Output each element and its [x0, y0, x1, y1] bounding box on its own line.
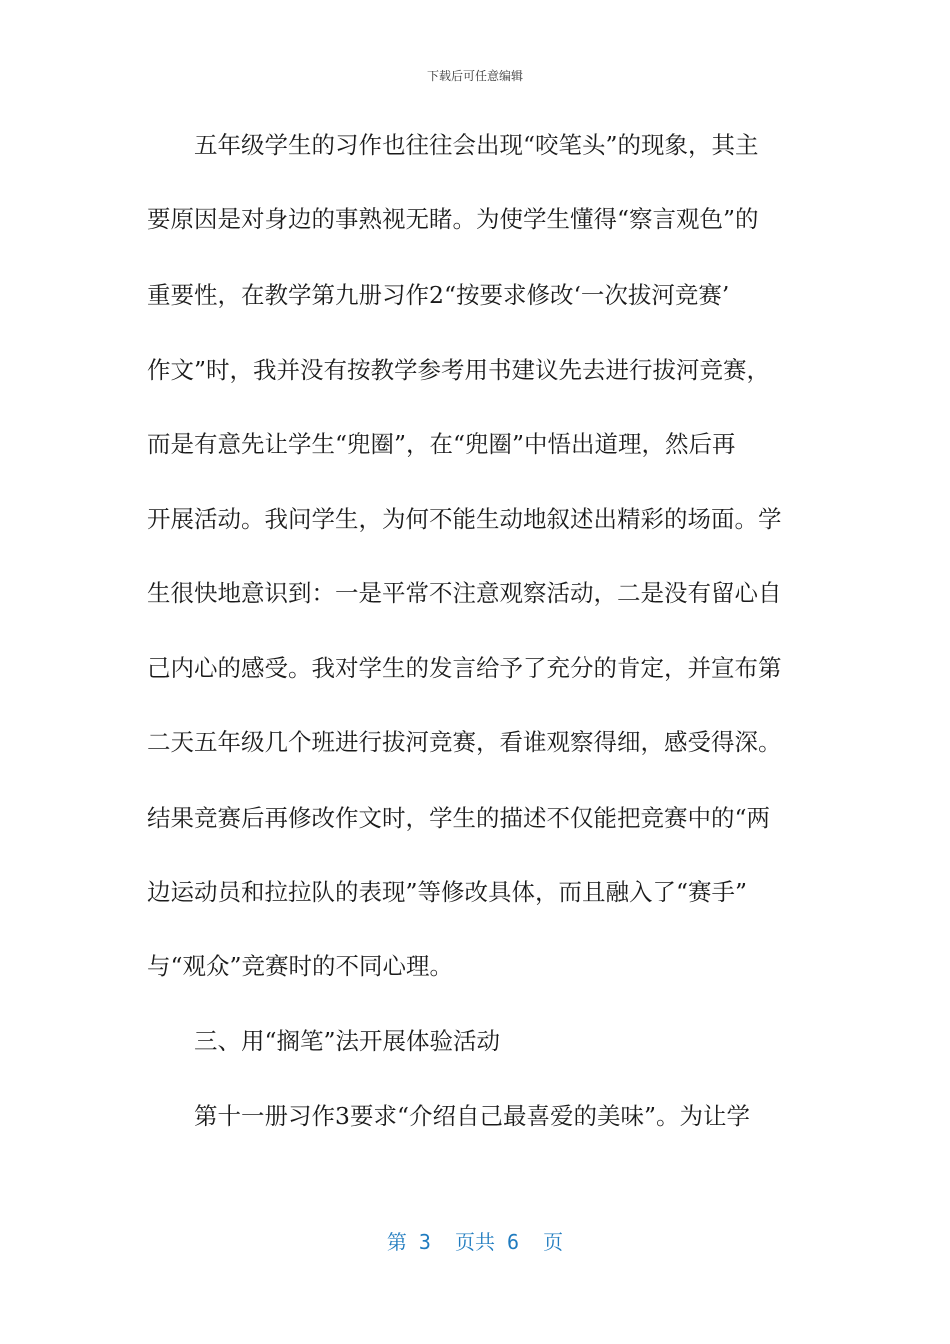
text-line: 五年级学生的习作也往往会出现“咬笔头”的现象，其主 — [147, 131, 759, 159]
text-line: 结果竞赛后再修改作文时，学生的描述不仅能把竞赛中的“两 — [147, 804, 771, 832]
text-line: 开展活动。我问学生，为何不能生动地叙述出精彩的场面。学 — [147, 505, 782, 533]
text-line: 与“观众”竞赛时的不同心理。 — [147, 952, 454, 980]
text-line: 而是有意先让学生“兜圈”，在“兜圈”中悟出道理，然后再 — [147, 430, 736, 458]
text-line: 生很快地意识到：一是平常不注意观察活动，二是没有留心自 — [147, 579, 782, 607]
text-line: 二天五年级几个班进行拔河竞赛，看谁观察得细，感受得深。 — [147, 728, 782, 756]
text-line: 边运动员和拉拉队的表现”等修改具体，而且融入了“赛手” — [147, 878, 748, 906]
text-line: 要原因是对身边的事熟视无睹。为使学生懂得“察言观色”的 — [147, 205, 759, 233]
section-heading: 三、用“搁笔”法开展体验活动 — [147, 1027, 501, 1055]
text-line: 作文”时，我并没有按教学参考用书建议先去进行拔河竞赛， — [147, 356, 771, 384]
header-note: 下载后可任意编辑 — [426, 69, 523, 83]
text-line: 第十一册习作3要求“介绍自己最喜爱的美味”。为让学 — [147, 1102, 750, 1130]
text-line: 己内心的感受。我对学生的发言给予了充分的肯定，并宣布第 — [147, 654, 782, 682]
text-line: 重要性，在教学第九册习作2“按要求修改‘一次拔河竞赛’ — [147, 281, 730, 309]
page-number: 第 3 页共 6 页 — [386, 1230, 564, 1254]
